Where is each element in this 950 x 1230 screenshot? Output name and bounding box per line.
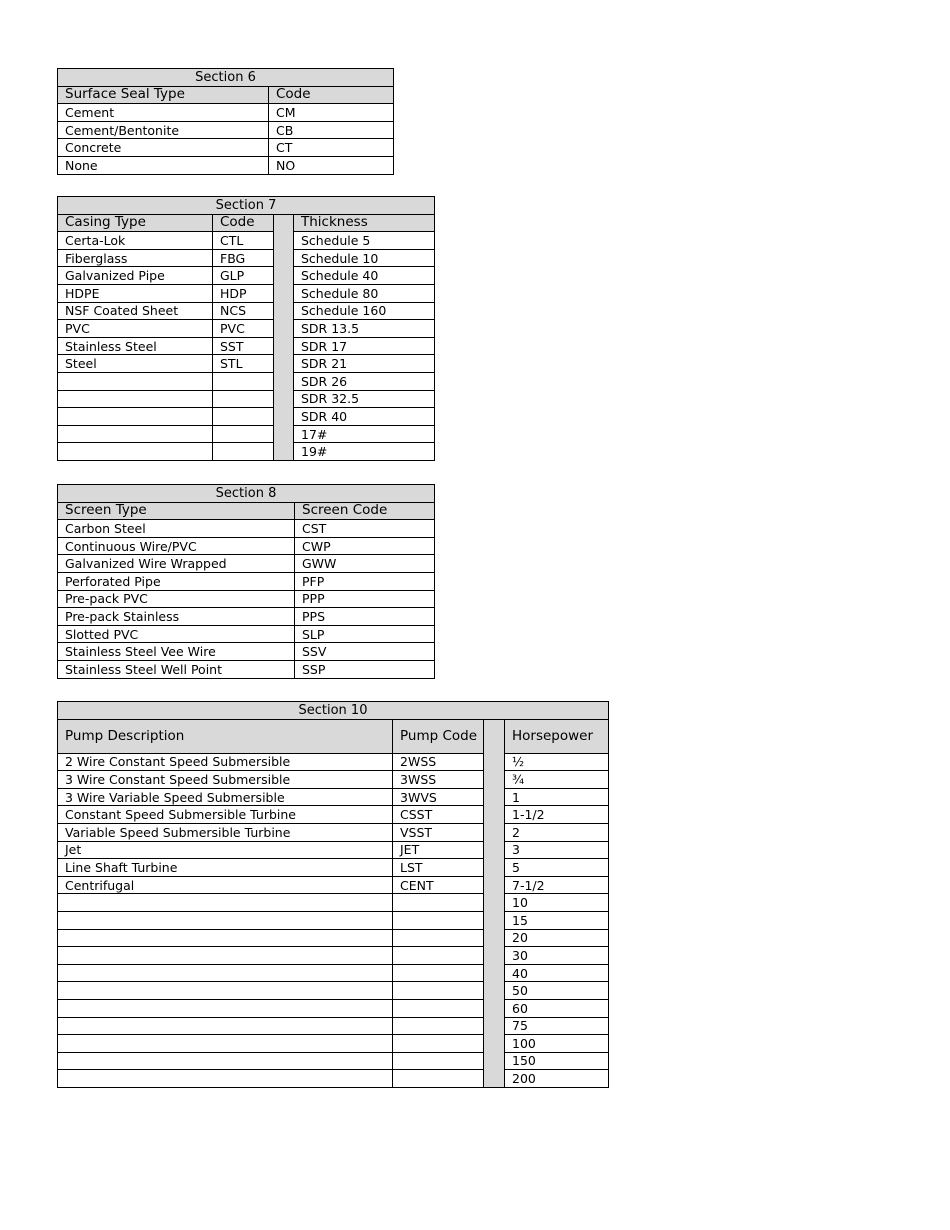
cell: CM (269, 104, 394, 122)
cell: Constant Speed Submersible Turbine (58, 806, 393, 824)
cell: GWW (295, 555, 435, 573)
cell: CSST (393, 806, 484, 824)
cell: SSV (295, 643, 435, 661)
section-10-table (57, 701, 609, 1088)
empty-cell (393, 1017, 484, 1035)
cell: Schedule 40 (294, 267, 435, 285)
table-row (58, 806, 609, 824)
empty-cell (58, 408, 213, 426)
table-row (58, 823, 609, 841)
table-row (58, 841, 609, 859)
cell: 3 Wire Variable Speed Submersible (58, 788, 393, 806)
cell: NCS (213, 302, 274, 320)
table-row (58, 249, 435, 267)
section-7-table (57, 196, 435, 461)
cell: 19# (294, 443, 435, 461)
cell: Schedule 10 (294, 249, 435, 267)
cell: Concrete (58, 139, 269, 157)
table-row (58, 947, 609, 965)
table-row (58, 156, 394, 174)
table-row (58, 355, 435, 373)
table-row (58, 1035, 609, 1053)
column-header: Casing Type (58, 214, 213, 232)
column-header: Thickness (294, 214, 435, 232)
table-row (58, 999, 609, 1017)
table-row (58, 425, 435, 443)
cell: Cement/Bentonite (58, 121, 269, 139)
cell: Pre-pack Stainless (58, 608, 295, 626)
table-row (58, 911, 609, 929)
cell: 3WSS (393, 771, 484, 789)
empty-cell (393, 1035, 484, 1053)
section-8-title: Section 8 (58, 485, 435, 503)
table-row (58, 121, 394, 139)
table-row (58, 929, 609, 947)
cell: 2 (505, 823, 609, 841)
cell: SLP (295, 625, 435, 643)
cell: SDR 17 (294, 337, 435, 355)
cell: 150 (505, 1052, 609, 1070)
cell: NO (269, 156, 394, 174)
cell: 60 (505, 999, 609, 1017)
cell: SDR 21 (294, 355, 435, 373)
table-row (58, 555, 435, 573)
table-row (58, 660, 435, 678)
cell: CENT (393, 876, 484, 894)
empty-cell (58, 911, 393, 929)
cell: Stainless Steel (58, 337, 213, 355)
table-row (58, 788, 609, 806)
empty-cell (393, 1070, 484, 1088)
cell: 3 Wire Constant Speed Submersible (58, 771, 393, 789)
cell: 2 Wire Constant Speed Submersible (58, 753, 393, 771)
cell: ½ (505, 753, 609, 771)
cell: Centrifugal (58, 876, 393, 894)
table-row (58, 104, 394, 122)
table-row (58, 982, 609, 1000)
cell: SDR 40 (294, 408, 435, 426)
table-row (58, 372, 435, 390)
cell: 1-1/2 (505, 806, 609, 824)
table-row (58, 337, 435, 355)
cell: Continuous Wire/PVC (58, 537, 295, 555)
cell: CB (269, 121, 394, 139)
table-row (58, 771, 609, 789)
cell: NSF Coated Sheet (58, 302, 213, 320)
table-row (58, 284, 435, 302)
empty-cell (58, 947, 393, 965)
column-header: Horsepower (505, 719, 609, 753)
empty-cell (213, 390, 274, 408)
cell: PFP (295, 572, 435, 590)
cell: SDR 13.5 (294, 320, 435, 338)
empty-cell (393, 1052, 484, 1070)
table-row (58, 302, 435, 320)
cell: Galvanized Wire Wrapped (58, 555, 295, 573)
empty-cell (58, 999, 393, 1017)
table-row (58, 625, 435, 643)
cell: CT (269, 139, 394, 157)
cell: Fiberglass (58, 249, 213, 267)
cell: 2WSS (393, 753, 484, 771)
cell: Line Shaft Turbine (58, 859, 393, 877)
empty-cell (58, 425, 213, 443)
cell: 3 (505, 841, 609, 859)
table-row (58, 643, 435, 661)
column-header: Pump Code (393, 719, 484, 753)
cell: Pre-pack PVC (58, 590, 295, 608)
cell: HDP (213, 284, 274, 302)
table-row (58, 232, 435, 250)
table-row (58, 590, 435, 608)
table-row (58, 443, 435, 461)
cell: 10 (505, 894, 609, 912)
empty-cell (58, 1070, 393, 1088)
cell: 50 (505, 982, 609, 1000)
column-header: Screen Type (58, 502, 295, 520)
cell: 1 (505, 788, 609, 806)
table-row (58, 964, 609, 982)
empty-cell (213, 408, 274, 426)
cell: Perforated Pipe (58, 572, 295, 590)
cell: PVC (58, 320, 213, 338)
table-row (58, 876, 609, 894)
cell: Certa-Lok (58, 232, 213, 250)
cell: 3WVS (393, 788, 484, 806)
cell: HDPE (58, 284, 213, 302)
empty-cell (393, 894, 484, 912)
table-row (58, 408, 435, 426)
cell: CWP (295, 537, 435, 555)
cell: Variable Speed Submersible Turbine (58, 823, 393, 841)
cell: 5 (505, 859, 609, 877)
table-row (58, 608, 435, 626)
empty-cell (58, 1052, 393, 1070)
cell: CTL (213, 232, 274, 250)
empty-cell (213, 443, 274, 461)
table-row (58, 537, 435, 555)
cell: CST (295, 520, 435, 538)
cell: Schedule 80 (294, 284, 435, 302)
cell: 200 (505, 1070, 609, 1088)
empty-cell (213, 372, 274, 390)
empty-cell (58, 390, 213, 408)
cell: ¾ (505, 771, 609, 789)
cell: 75 (505, 1017, 609, 1035)
cell: SDR 32.5 (294, 390, 435, 408)
empty-cell (58, 964, 393, 982)
cell: 20 (505, 929, 609, 947)
column-spacer (274, 214, 294, 460)
empty-cell (393, 911, 484, 929)
table-row (58, 894, 609, 912)
empty-cell (393, 964, 484, 982)
table-row (58, 1017, 609, 1035)
table-row (58, 1052, 609, 1070)
cell: 17# (294, 425, 435, 443)
table-row (58, 753, 609, 771)
cell: 7-1/2 (505, 876, 609, 894)
empty-cell (393, 929, 484, 947)
column-header: Pump Description (58, 719, 393, 753)
cell: PPP (295, 590, 435, 608)
empty-cell (393, 982, 484, 1000)
empty-cell (58, 1035, 393, 1053)
section-6-title: Section 6 (58, 69, 394, 87)
cell: Schedule 160 (294, 302, 435, 320)
column-header: Code (213, 214, 274, 232)
section-10-title: Section 10 (58, 702, 609, 720)
cell: PVC (213, 320, 274, 338)
table-row (58, 520, 435, 538)
section-6-table (57, 68, 394, 175)
cell: VSST (393, 823, 484, 841)
empty-cell (393, 947, 484, 965)
cell: Schedule 5 (294, 232, 435, 250)
cell: JET (393, 841, 484, 859)
cell: Slotted PVC (58, 625, 295, 643)
section-7-title: Section 7 (58, 197, 435, 215)
table-row (58, 267, 435, 285)
cell: Jet (58, 841, 393, 859)
cell: PPS (295, 608, 435, 626)
cell: 100 (505, 1035, 609, 1053)
cell: 15 (505, 911, 609, 929)
cell: 30 (505, 947, 609, 965)
empty-cell (213, 425, 274, 443)
column-header: Surface Seal Type (58, 86, 269, 104)
cell: FBG (213, 249, 274, 267)
cell: SDR 26 (294, 372, 435, 390)
cell: SSP (295, 660, 435, 678)
table-row (58, 1070, 609, 1088)
empty-cell (58, 982, 393, 1000)
empty-cell (58, 443, 213, 461)
empty-cell (58, 894, 393, 912)
table-row (58, 572, 435, 590)
cell: LST (393, 859, 484, 877)
cell: Stainless Steel Well Point (58, 660, 295, 678)
table-row (58, 139, 394, 157)
table-row (58, 390, 435, 408)
table-row (58, 320, 435, 338)
empty-cell (58, 929, 393, 947)
cell: Steel (58, 355, 213, 373)
cell: STL (213, 355, 274, 373)
cell: None (58, 156, 269, 174)
cell: Carbon Steel (58, 520, 295, 538)
empty-cell (58, 372, 213, 390)
column-spacer (484, 719, 505, 1087)
column-header: Screen Code (295, 502, 435, 520)
cell: 40 (505, 964, 609, 982)
section-8-table (57, 484, 435, 679)
cell: SST (213, 337, 274, 355)
cell: Cement (58, 104, 269, 122)
cell: GLP (213, 267, 274, 285)
cell: Galvanized Pipe (58, 267, 213, 285)
empty-cell (393, 999, 484, 1017)
cell: Stainless Steel Vee Wire (58, 643, 295, 661)
table-row (58, 859, 609, 877)
column-header: Code (269, 86, 394, 104)
empty-cell (58, 1017, 393, 1035)
